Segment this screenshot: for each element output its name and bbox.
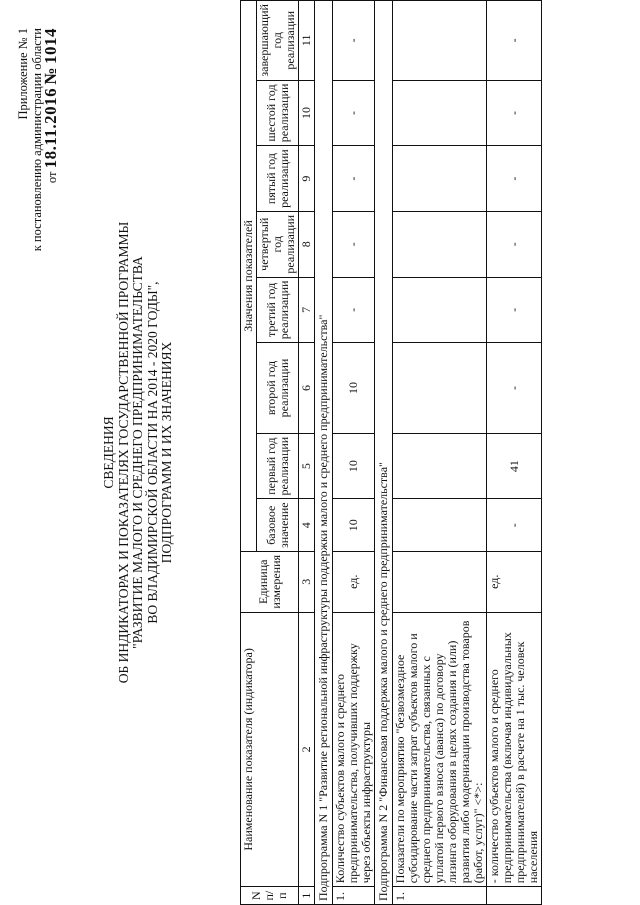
row-value-y4: -: [487, 211, 542, 277]
col-number: 5: [299, 433, 315, 499]
header-y3: третий год реализации: [257, 277, 299, 343]
subprogram-2-row: [375, 1, 393, 905]
subprogram-1-row: [315, 1, 333, 905]
row-value-y4: [393, 211, 487, 277]
header-base: базовое значение: [257, 499, 299, 552]
row-value-y1: 41: [487, 433, 542, 499]
row-value-base: -: [487, 499, 542, 552]
col-number: 4: [299, 499, 315, 552]
table-row: [333, 1, 375, 905]
col-number: 10: [299, 80, 315, 146]
col-number: 1: [299, 887, 315, 905]
appendix-number: Приложение № 1: [16, 28, 30, 120]
col-number: 8: [299, 211, 315, 277]
title-line-2: ОБ ИНДИКАТОРАХ И ПОКАЗАТЕЛЯХ ГОСУДАРСТВЕННОЙ ПРОГРАММЫ: [115, 221, 131, 684]
table-row: [487, 1, 542, 905]
header-values-group: Значения показателей: [241, 1, 257, 552]
row-value-y1: 10: [333, 433, 375, 499]
header-y2: второй год реализации: [257, 343, 299, 434]
row-name: - количество субъектов малого и среднего предпринимательства (включая индивидуальных предпринимателей) в расчете на 1 тыс. человек населения: [487, 612, 542, 887]
header-num: N п/п: [241, 887, 299, 905]
col-number: 6: [299, 343, 315, 434]
indicators-table: [240, 0, 542, 905]
row-value-y3: -: [333, 277, 375, 343]
column-number-row: [299, 1, 315, 905]
row-value-y1: [393, 433, 487, 499]
title-line-4: ВО ВЛАДИМИРСКОЙ ОБЛАСТИ НА 2014 - 2020 ГОДЫ",: [144, 281, 160, 624]
appendix-block: [16, 28, 59, 251]
col-number: 3: [299, 551, 315, 612]
row-num: 1.: [333, 887, 375, 905]
row-num: [487, 887, 542, 905]
col-number: 7: [299, 277, 315, 343]
col-number: 11: [299, 1, 315, 81]
row-value-y2: [393, 343, 487, 434]
subprogram-2-title: Подпрограмма N 2 "Финансовая поддержка малого и среднего предпринимательства": [375, 1, 393, 905]
row-value-base: 10: [333, 499, 375, 552]
subprogram-1-title: Подпрограмма N 1 "Развитие региональной инфраструктуры поддержки малого и среднего предпринимательства": [315, 1, 333, 905]
appendix-resolution-number: 1014: [41, 28, 60, 64]
row-value-base: [393, 499, 487, 552]
header-y1: первый год реализации: [257, 433, 299, 499]
row-unit: ед.: [487, 551, 542, 612]
row-value-y5: [393, 146, 487, 212]
title-line-1: СВЕДЕНИЯ: [101, 416, 116, 489]
document-title: [102, 0, 175, 905]
row-value-y6: -: [487, 80, 542, 146]
header-unit: Единица измерения: [241, 551, 299, 612]
appendix-resolution: к постановлению администрации области: [30, 28, 44, 252]
row-value-y6: [393, 80, 487, 146]
header-y6: шестой год реализации: [257, 80, 299, 146]
row-value-y7: [393, 1, 487, 81]
row-name: Количество субъектов малого и среднего предпринимательства, получивших поддержку через объекты инфраструктуры: [333, 612, 375, 887]
row-value-y5: -: [487, 146, 542, 212]
row-unit: ед.: [333, 551, 375, 612]
col-number: 2: [299, 612, 315, 887]
row-value-y7: -: [487, 1, 542, 81]
header-y7: завершающий год реализации: [257, 1, 299, 81]
appendix-date-line: [41, 28, 60, 251]
row-value-y4: -: [333, 211, 375, 277]
header-y4: четвертый год реализации: [257, 211, 299, 277]
appendix-number-sign: №: [41, 67, 60, 85]
appendix-date-prefix: от: [45, 171, 59, 184]
row-value-y7: -: [333, 1, 375, 81]
row-value-y6: -: [333, 80, 375, 146]
title-line-3: "РАЗВИТИЕ МАЛОГО И СРЕДНЕГО ПРЕДПРИНИМАТЕЛЬСТВА: [130, 256, 145, 649]
row-value-y3: [393, 277, 487, 343]
header-name: Наименование показателя (индикатора): [241, 612, 299, 887]
row-value-y2: 10: [333, 343, 375, 434]
title-line-5: ПОДПРОГРАММ И ИХ ЗНАЧЕНИЯХ: [159, 341, 174, 564]
col-number: 9: [299, 146, 315, 212]
row-num: 1.: [393, 887, 487, 905]
table-row: [393, 1, 487, 905]
row-name: Показатели по мероприятию "безвозмездное субсидирование части затрат субъектов малого и среднего предпринимательства, связанных с уплатой первого взноса (аванса) по договору лизинга оборудования в целях создания и (или) развития либо модернизации производства товаров (работ, услуг)" <*>:: [393, 612, 487, 887]
row-unit: [393, 551, 487, 612]
header-y5: пятый год реализации: [257, 146, 299, 212]
row-value-y3: -: [487, 277, 542, 343]
row-value-y5: -: [333, 146, 375, 212]
appendix-date: 18.11.2016: [41, 87, 60, 169]
row-value-y2: -: [487, 343, 542, 434]
header-row-1: [241, 1, 257, 905]
